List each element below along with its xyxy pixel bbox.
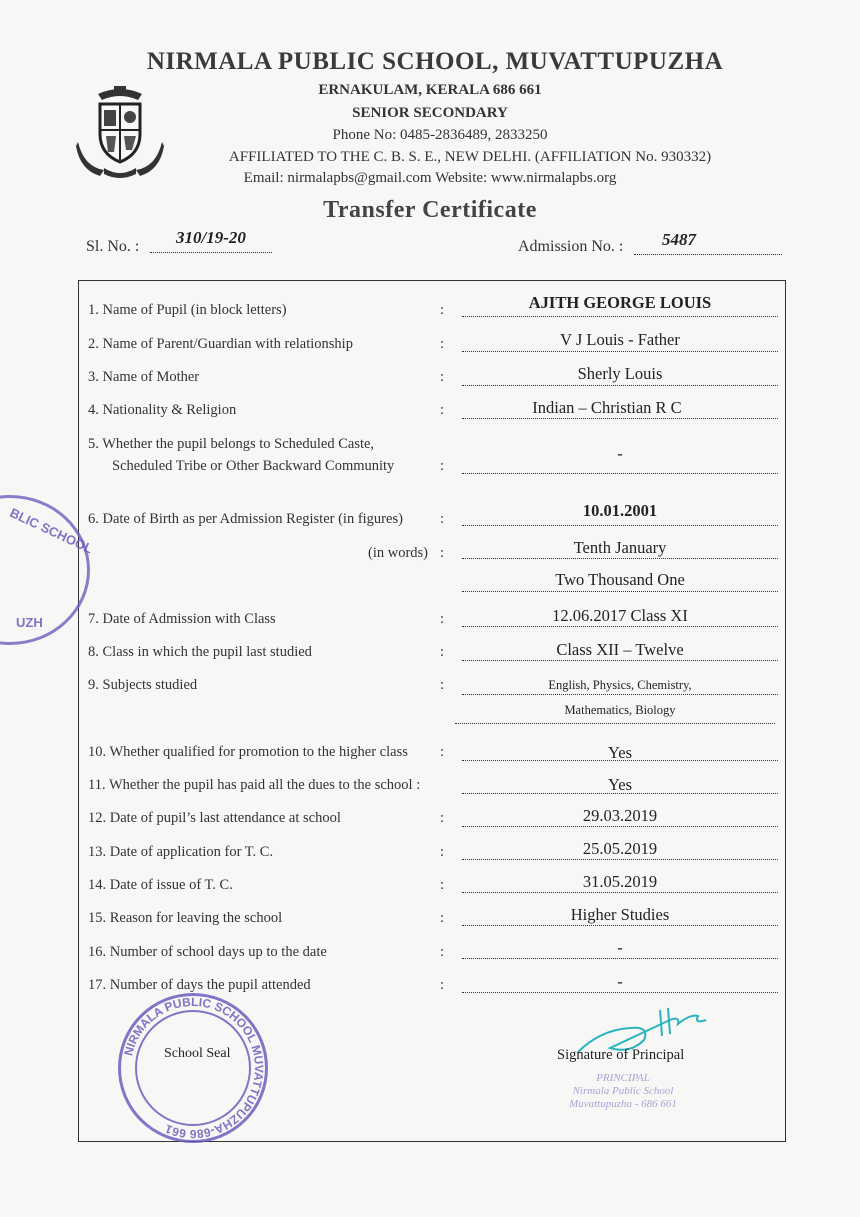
row-label: 17. Number of days the pupil attended	[88, 977, 311, 993]
row-label: 6. Date of Birth as per Admission Register (in figures)	[88, 511, 403, 527]
school-affiliation: AFFILIATED TO THE C. B. S. E., NEW DELHI. (AFFILIATION No. 930332)	[228, 149, 712, 165]
row-colon: :	[440, 611, 445, 627]
row-dotted-line	[462, 525, 778, 526]
side-stamp-text: BLIC SCHOOL	[7, 505, 96, 557]
row-colon: :	[440, 511, 445, 527]
row-colon: :	[440, 302, 445, 318]
row-colon: :	[440, 402, 445, 418]
promotion-value: Yes	[607, 743, 632, 762]
row-label: (in words)	[368, 545, 429, 561]
row-label: 8. Class in which the pupil last studied	[88, 644, 312, 660]
days-attended-value: -	[617, 972, 623, 991]
dob-figures-value: 10.01.2001	[582, 501, 658, 520]
leaving-reason-value: Higher Studies	[570, 905, 670, 924]
serial-dotted-line	[150, 252, 272, 253]
row-colon: :	[440, 944, 445, 960]
row-colon: :	[440, 545, 445, 561]
row-colon: :	[440, 877, 445, 893]
school-level: SENIOR SECONDARY	[352, 105, 508, 121]
subjects-line2: Mathematics, Biology	[564, 703, 676, 717]
row-dotted-line	[462, 591, 778, 592]
school-days-value: -	[617, 938, 623, 957]
row-colon: :	[440, 810, 445, 826]
row-colon: :	[440, 910, 445, 926]
row-label: 11. Whether the pupil has paid all the dues to the school :	[88, 777, 421, 793]
row-label: 3. Name of Mother	[88, 369, 200, 385]
svg-text:NIRMALA PUBLIC SCHOOL MUVATTUP: NIRMALA PUBLIC SCHOOL MUVATTUPUZHA-686 661	[121, 994, 267, 1142]
row-colon: :	[440, 336, 445, 352]
tc-issue-date-value: 31.05.2019	[582, 872, 658, 891]
principal-stamp	[548, 1072, 698, 1111]
school-contact: Email: nirmalapbs@gmail.com Website: www.nirmalapbs.org	[243, 170, 617, 186]
row-label: Scheduled Tribe or Other Backward Community	[112, 458, 395, 474]
row-dotted-line	[462, 859, 778, 860]
school-phone: Phone No: 0485-2836489, 2833250	[332, 127, 548, 143]
row-colon: :	[440, 844, 445, 860]
school-name: NIRMALA PUBLIC SCHOOL, MUVATTUPUZHA	[146, 48, 724, 75]
dob-words-line1: Tenth January	[573, 538, 667, 557]
row-dotted-line	[455, 723, 775, 724]
mother-name-value: Sherly Louis	[577, 364, 663, 383]
row-dotted-line	[462, 385, 778, 386]
principal-signature-label: Signature of Principal	[557, 1047, 685, 1063]
row-dotted-line	[462, 316, 778, 317]
row-dotted-line	[462, 473, 778, 474]
side-stamp-bottom-text: UZH	[16, 615, 43, 630]
row-label: 13. Date of application for T. C.	[88, 844, 274, 860]
school-seal-ring-text	[118, 993, 268, 1143]
row-label: 7. Date of Admission with Class	[88, 611, 276, 627]
serial-label: Sl. No. :	[86, 238, 140, 255]
tc-application-date-value: 25.05.2019	[582, 839, 658, 858]
row-label: 1. Name of Pupil (in block letters)	[88, 302, 287, 318]
row-dotted-line	[462, 351, 778, 352]
admission-label: Admission No. :	[518, 238, 624, 255]
row-dotted-line	[462, 626, 778, 627]
row-dotted-line	[462, 826, 778, 827]
admission-date-class-value: 12.06.2017 Class XI	[552, 606, 688, 625]
row-dotted-line	[462, 892, 778, 893]
row-colon: :	[440, 677, 445, 693]
last-class-value: Class XII – Twelve	[556, 640, 684, 659]
row-label: 9. Subjects studied	[88, 677, 198, 693]
row-dotted-line	[462, 793, 778, 794]
last-attendance-value: 29.03.2019	[582, 806, 658, 825]
principal-stamp-line1: PRINCIPAL	[596, 1072, 650, 1084]
pupil-name-value: AJITH GEORGE LOUIS	[528, 293, 712, 312]
row-colon: :	[440, 977, 445, 993]
school-seal-label: School Seal	[164, 1046, 231, 1061]
row-label: 4. Nationality & Religion	[88, 402, 237, 418]
row-label: 15. Reason for leaving the school	[88, 910, 283, 926]
principal-stamp-line3: Muvattupuzha - 686 661	[569, 1098, 677, 1110]
row-dotted-line	[462, 418, 778, 419]
row-colon: :	[440, 644, 445, 660]
school-address: ERNAKULAM, KERALA 686 661	[318, 82, 542, 98]
row-label: 12. Date of pupil’s last attendance at school	[88, 810, 341, 826]
certificate-title: Transfer Certificate	[323, 197, 537, 223]
row-label: 5. Whether the pupil belongs to Scheduled Caste,	[88, 436, 375, 452]
dues-paid-value: Yes	[607, 775, 632, 794]
row-dotted-line	[462, 558, 778, 559]
row-label: 16. Number of school days up to the date	[88, 944, 327, 960]
row-dotted-line	[462, 925, 778, 926]
row-dotted-line	[462, 660, 778, 661]
row-dotted-line	[462, 958, 778, 959]
row-colon: :	[440, 369, 445, 385]
row-dotted-line	[462, 760, 778, 761]
row-label: 10. Whether qualified for promotion to the higher class	[88, 744, 408, 760]
row-dotted-line	[462, 694, 778, 695]
row-colon: :	[440, 458, 445, 474]
row-label: 2. Name of Parent/Guardian with relationship	[88, 336, 353, 352]
caste-value: -	[617, 444, 623, 463]
row-label: 14. Date of issue of T. C.	[88, 877, 233, 893]
guardian-value: V J Louis - Father	[560, 330, 680, 349]
admission-dotted-line	[634, 254, 782, 255]
serial-value: 310/19-20	[176, 228, 246, 247]
subjects-line1: English, Physics, Chemistry,	[548, 678, 692, 692]
principal-stamp-line2: Nirmala Public School	[572, 1085, 674, 1097]
nationality-religion-value: Indian – Christian R C	[532, 398, 682, 417]
admission-value: 5487	[662, 230, 696, 249]
dob-words-line2: Two Thousand One	[555, 570, 685, 589]
row-colon: :	[440, 744, 445, 760]
